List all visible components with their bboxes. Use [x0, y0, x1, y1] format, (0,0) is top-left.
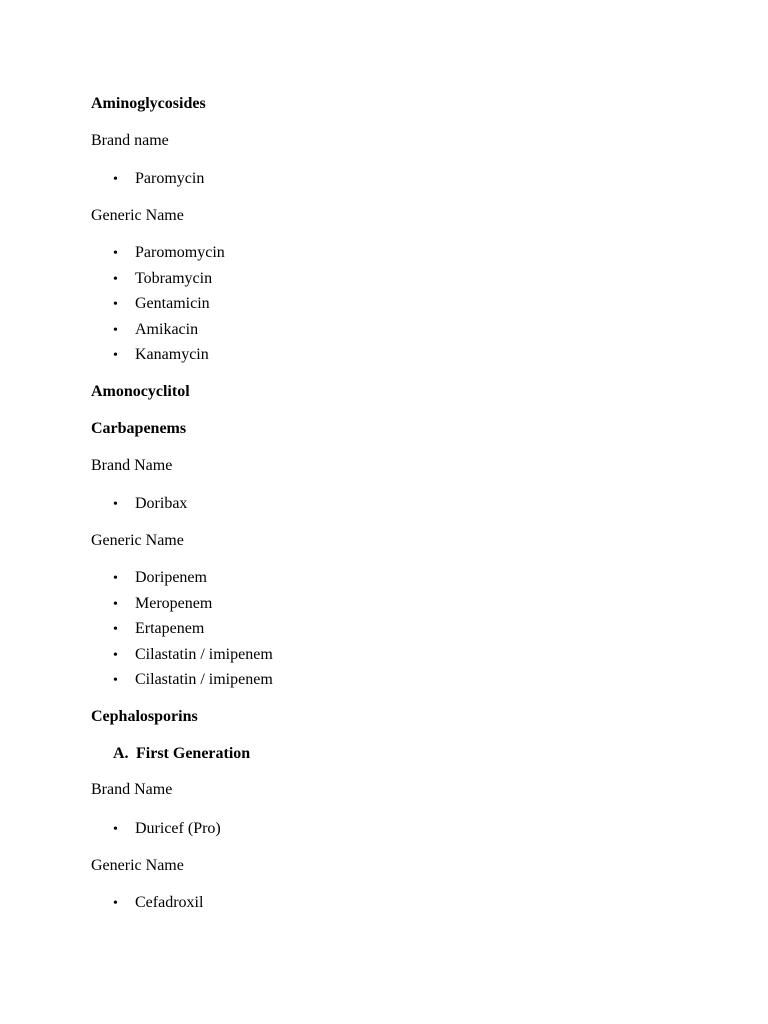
- section-heading-cephalosporins: Cephalosporins: [91, 708, 198, 725]
- generic-name-label: Generic Name: [91, 207, 184, 224]
- bullet-icon: •: [113, 348, 118, 363]
- section-heading-aminoglycosides: Aminoglycosides: [91, 95, 206, 112]
- section-heading-amonocyclitol: Amonocyclitol: [91, 383, 190, 400]
- list-item: • Ertapenem: [113, 619, 204, 640]
- list-item: • Doribax: [113, 494, 187, 515]
- list-item: • Gentamicin: [113, 294, 210, 315]
- list-item: • Cilastatin / imipenem: [113, 645, 273, 666]
- bullet-icon: •: [113, 497, 118, 512]
- list-item: • Kanamycin: [113, 345, 209, 366]
- bullet-icon: •: [113, 597, 118, 612]
- list-item: • Meropenem: [113, 594, 212, 615]
- bullet-icon: •: [113, 822, 118, 837]
- list-item: • Paromycin: [113, 169, 204, 190]
- brand-name-label: Brand name: [91, 132, 169, 149]
- generic-name-label: Generic Name: [91, 532, 184, 549]
- bullet-icon: •: [113, 172, 118, 187]
- bullet-icon: •: [113, 896, 118, 911]
- list-item: • Paromomycin: [113, 243, 225, 264]
- bullet-icon: •: [113, 323, 118, 338]
- bullet-icon: •: [113, 571, 118, 586]
- bullet-icon: •: [113, 297, 118, 312]
- bullet-icon: •: [113, 246, 118, 261]
- bullet-icon: •: [113, 648, 118, 663]
- bullet-icon: •: [113, 673, 118, 688]
- brand-name-label: Brand Name: [91, 781, 173, 798]
- brand-name-label: Brand Name: [91, 457, 173, 474]
- bullet-icon: •: [113, 622, 118, 637]
- bullet-icon: •: [113, 272, 118, 287]
- subsection-title: First Generation: [136, 745, 251, 762]
- subsection-marker: A.: [113, 745, 129, 762]
- list-item: • Doripenem: [113, 568, 207, 589]
- section-heading-carbapenems: Carbapenems: [91, 420, 187, 437]
- generic-name-label: Generic Name: [91, 857, 184, 874]
- list-item: • Amikacin: [113, 320, 198, 341]
- list-item: • Tobramycin: [113, 269, 212, 290]
- subsection-heading-first-generation: [113, 744, 250, 764]
- list-item: • Cilastatin / imipenem: [113, 670, 273, 691]
- list-item: • Duricef (Pro): [113, 819, 221, 840]
- list-item: • Cefadroxil: [113, 893, 203, 914]
